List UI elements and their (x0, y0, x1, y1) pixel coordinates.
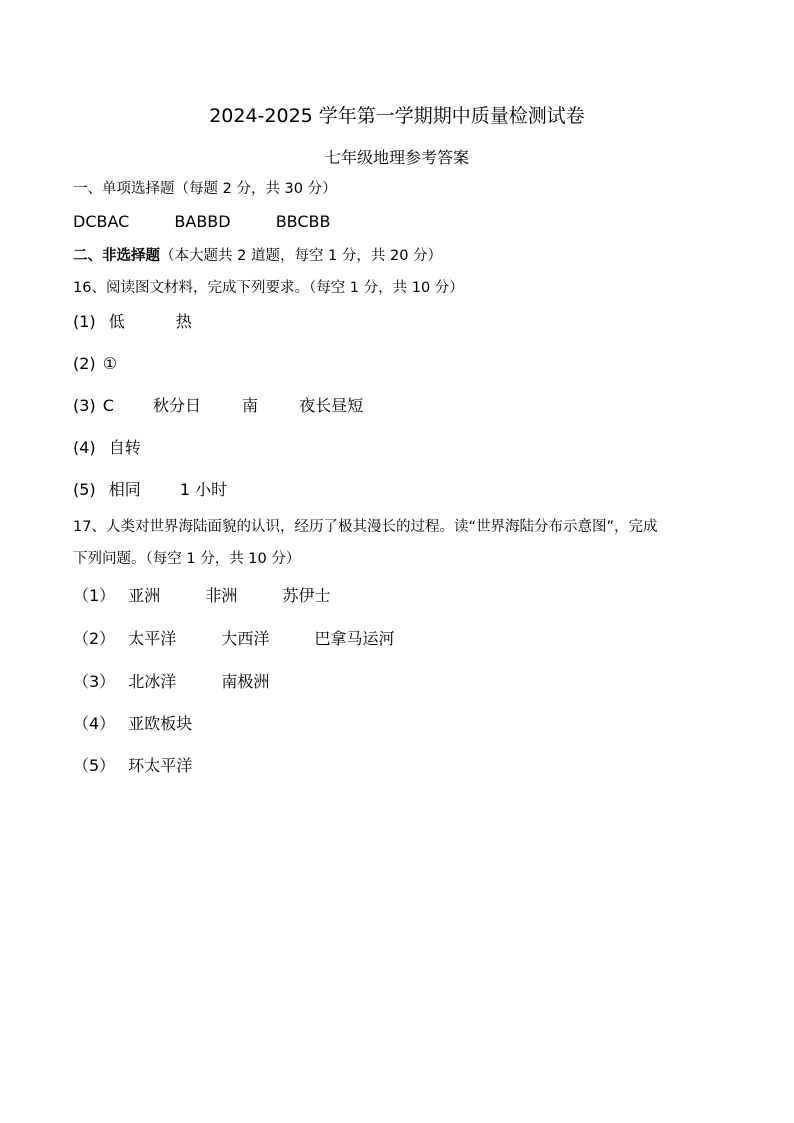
answer: 太平洋 (128, 629, 177, 648)
answer: 亚欧板块 (128, 714, 193, 733)
section2-heading (73, 249, 442, 264)
answer: ① (102, 354, 118, 373)
section2-heading-rest: （本大题共 2 道题，每空 1 分，共 20 分） (160, 248, 443, 264)
answer: 低 (108, 312, 125, 331)
answer: 秋分日 (153, 396, 202, 415)
item-number: (1) (73, 312, 96, 331)
answer: 相同 (108, 480, 141, 499)
answer: 大西洋 (221, 629, 270, 648)
q16-item-2 (73, 356, 117, 372)
q16-item-4 (73, 440, 141, 456)
answer: 夜长昼短 (299, 396, 364, 415)
answer: 非洲 (205, 586, 238, 605)
q17-item-4 (73, 716, 192, 732)
answer: 南 (242, 396, 259, 415)
section1-heading: 一、单项选择题（每题 2 分，共 30 分） (73, 181, 337, 197)
q17-prompt-line1: 17、人类对世界海陆面貌的认识，经历了极其漫长的过程。读“世界海陆分布示意图”，完成 (73, 519, 658, 535)
section2-heading-bold: 二、非选择题 (73, 248, 160, 264)
item-number: （2） (73, 629, 116, 648)
answer-group-1: DCBAC (73, 212, 130, 231)
answer: 苏伊士 (282, 586, 331, 605)
q16-item-1 (73, 314, 192, 330)
q17-item-1 (73, 588, 331, 604)
item-number: （4） (73, 714, 116, 733)
answer: 巴拿马运河 (314, 629, 395, 648)
item-number: (4) (73, 438, 96, 457)
q17-item-5 (73, 758, 192, 774)
answer-group-2: BABBD (174, 212, 231, 231)
item-number: （5） (73, 756, 116, 775)
q17-item-2 (73, 631, 395, 647)
item-number: (3) (73, 396, 96, 415)
answer: 南极洲 (221, 672, 270, 691)
answer: 热 (175, 312, 192, 331)
document-title: 2024-2025 学年第一学期期中质量检测试卷 (209, 105, 585, 127)
item-number: （3） (73, 672, 116, 691)
q17-item-3 (73, 674, 269, 690)
q16-item-3 (73, 398, 363, 414)
answer-group-3: BBCBB (275, 212, 331, 231)
section1-answers (73, 214, 331, 230)
document-subtitle: 七年级地理参考答案 (324, 148, 469, 167)
answer: C (102, 396, 114, 415)
answer: 北冰洋 (128, 672, 177, 691)
item-number: (2) (73, 354, 96, 373)
item-number: （1） (73, 586, 116, 605)
q16-item-5 (73, 482, 227, 498)
answer: 自转 (108, 438, 141, 457)
q16-prompt: 16、阅读图文材料，完成下列要求。（每空 1 分，共 10 分） (73, 280, 464, 296)
q17-prompt-line2: 下列问题。（每空 1 分，共 10 分） (73, 551, 301, 567)
answer: 1 小时 (179, 480, 228, 499)
answer: 亚洲 (128, 586, 161, 605)
answer: 环太平洋 (128, 756, 193, 775)
item-number: (5) (73, 480, 96, 499)
